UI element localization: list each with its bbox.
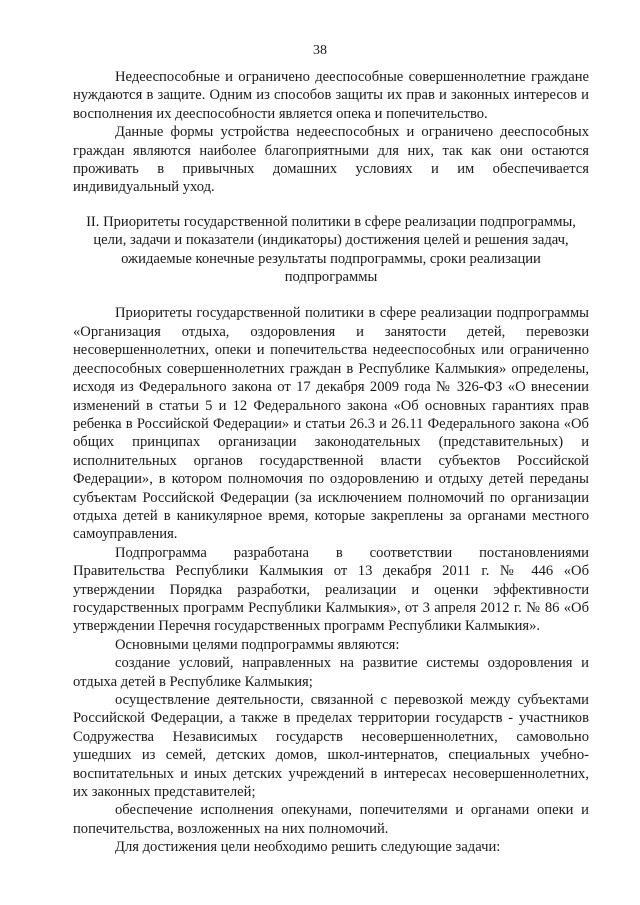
section-heading: II. Приоритеты государственной политики в сфере реализации подпрограммы, цели, задачи и показатели (индикаторы) достижения целей и решения задач, ожидаемые конечные результаты подпрограммы, сроки реализации подпрограммы [86,213,576,286]
body-paragraph: Основными целями подпрограммы являются: [115,636,400,653]
page-content [73,68,589,857]
intro-paragraph: Данные формы устройства недееспособных и ограничено дееспособных граждан являются наиболее благоприятными для них, так как они остаются проживать в привычных домашних условиях и им обеспечивается индивидуальный уход. [73,124,589,196]
body-paragraph: Приоритеты государственной политики в сфере реализации подпрограммы «Организация отдыха, оздоровления и занятости детей, перевозки несовершеннолетних, опеки и попечительства недееспособных или ограниченно дееспособных совершеннолетних граждан в Республике Калмыкия» определены, исходя из Федерального закона от 17 декабря 2009 года № 326-ФЗ «О внесении изменений в статьи 5 и 12 Федерального закона «Об основных гарантиях прав ребенка в Российской Федерации» и статьи 26.3 и 26.11 Федерального закона «Об общих принципах организации законодательных (представительных) и исполнительных органов государственной власти субъектов Российской Федерации», в котором полномочия по оздоровлению и отдыху детей переданы субъектам Российской Федерации (за исключением полномочий по организации отдыха детей в каникулярное время, которые закреплены за органами местного самоуправления. [73,305,589,543]
body-paragraph: создание условий, направленных на развитие системы оздоровления и отдыха детей в Республике Калмыкия; [73,655,589,690]
body-paragraph: Для достижения цели необходимо решить следующие задачи: [115,839,501,856]
body-paragraph: обеспечение исполнения опекунами, попечителями и органами опеки и попечительства, возложенных на них полномочий. [73,802,589,837]
body-paragraph: Подпрограмма разработана в соответствии постановлениями Правительства Республики Калмыкия от 13 декабря 2011 г. № 446 «Об утверждении Порядка разработки, реализации и оценки эффективности государственных программ Республики Калмыкия», от 3 апреля 2012 г. № 86 «Об утверждении Перечня государственных программ Республики Калмыкия». [73,544,589,635]
page-number: 38 [313,43,327,58]
body-paragraph: осуществление деятельности, связанной с перевозкой между субъектами Российской Федерации, а также в пределах территории государств - участников Содружества Независимых государств несовершеннолетних, самовольно ушедших из семей, детских домов, школ-интернатов, специальных учебно-воспитательных и иных детских учреждений в интересах несовершеннолетних, их законных представителей; [73,692,589,801]
intro-paragraph: Недееспособные и ограничено дееспособные совершеннолетние граждане нуждаются в защите. Одним из способов защиты их прав и законных интересов и восполнения их дееспособности является опека и попечительство. [73,69,589,122]
